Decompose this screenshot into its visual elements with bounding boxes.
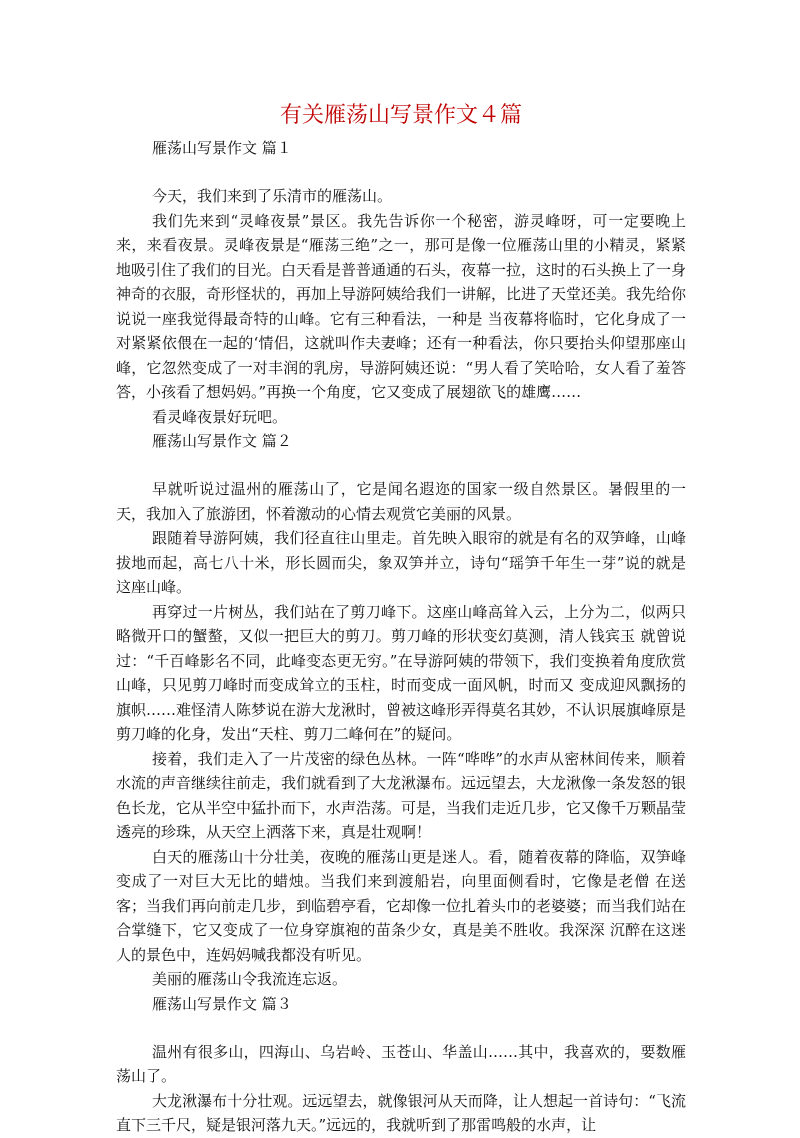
section-heading: 雁荡山写景作文 篇３ (152, 994, 292, 1013)
paragraph: 跟随着导游阿姨，我们径直往山里走。首先映入眼帘的就是有名的双笋峰，山峰拔地而起，高七八十米，形长圆而尖，象双笋并立，诗句“瑶笋千年生一芽”说的就是这座山峰。 (116, 529, 686, 596)
section-heading: 雁荡山写景作文 篇２ (152, 432, 292, 450)
section-heading: 雁荡山写景作文 篇１ (152, 139, 292, 157)
section-1 (116, 136, 686, 429)
paragraph: 今天，我们来到了乐清市的雁荡山。 (152, 187, 393, 205)
paragraph: 再穿过一片树丛，我们站在了剪刀峰下。这座山峰高耸入云，上分为二，似两只略微开口的蟹螯，又似一把巨大的剪刀。剪刀峰的形状变幻莫测，清人钱宾玉 就曾说过：“千百峰影名不同，此峰变态更无穷。”在导游阿姨的带领下，我们变换着角度欣赏山峰，只见剪刀峰时而变成耸立的玉柱，时而变成一面风帆，时而又 变成迎风飘扬的旗帜……难怪清人陈梦说在游大龙湫时，曾被这峰形弄得莫名其妙，不认识展旗峰原是剪刀峰的化身，发出“天柱、剪刀二峰何在”的疑问。 (116, 602, 687, 743)
paragraph: 我们先来到“灵峰夜景”景区。我先告诉你一个秘密，游灵峰呀，可一定要晚上来，来看夜景。灵峰夜景是“雁荡三绝”之一，那可是像一位雁荡山里的小精灵，紧紧地吸引住了我们的目光。白天看是普普通通的石头，夜幕一拉，这时的石头换上了一身神奇的衣服，奇形怪状的，再加上导游阿姨给我们一讲解，比进了天堂还美。我先给你说说一座我觉得最奇特的山峰。它有三种看法，一种是 当夜幕将临时，它化身成了一对紧紧依偎在一起的‘情侣，这就叫作夫妻峰；还有一种看法，你只要抬头仰望那座山峰，它忽然变成了一对丰润的乳房，导游阿姨还说：“男人看了笑哈哈，女人看了羞答答，小孩看了想妈妈。”再换一个角度，它又变成了展翅欲飞的雄鹰…… (116, 211, 687, 401)
paragraph: 看灵峰夜景好玩吧。 (152, 407, 288, 426)
paragraph: 白天的雁荡山十分壮美，夜晚的雁荡山更是迷人。看，随着夜幕的降临，双笋峰变成了一对巨大无比的蜡烛。当我们来到渡船岩，向里面侧看时，它像是老僧 在送客；当我们再向前走几步，到临碧亭看，它却像一位扎着头巾的老婆婆；而当我们站在合掌缝下，它又变成了一位身穿旗袍的苗条少女，真是美不胜收。我深深 沉醉在这迷人的景色中，连妈妈喊我都没有听见。 (116, 847, 687, 964)
document-page (116, 100, 686, 1138)
paragraph: 温州有很多山，四海山、乌岩岭、玉苍山、华盖山……其中，我喜欢的，要数雁荡山了。 (116, 1042, 686, 1085)
paragraph: 接着，我们走入了一片茂密的绿色丛林。一阵“哗哗”的水声从密林间传来，顺着水流的声音继续往前走，我们就看到了大龙湫瀑布。远远望去，大龙湫像一条发怒的银色长龙，它从半空中猛扑而下，水声浩荡。可是，当我们走近几步，它又像千万颗晶莹透亮的珍珠，从天空上洒落下来，真是壮观啊！ (116, 749, 687, 841)
paragraph: 大龙湫瀑布十分壮观。远远望去，就像银河从天而降，让人想起一首诗句：“飞流直下三千尺，疑是银河落九天。”远远的，我就听到了那雷鸣般的水声，让 (116, 1091, 686, 1134)
document-title: 有关雁荡山写景作文４篇 (279, 103, 522, 128)
paragraph: 美丽的雁荡山令我流连忘返。 (152, 970, 348, 988)
section-2 (116, 429, 686, 992)
section-3 (116, 992, 686, 1138)
paragraph: 早就听说过温州的雁荡山了，它是闻名遐迩的国家一级自然景区。暑假里的一天，我加入了旅游团，怀着激动的心情去观赏它美丽的风景。 (116, 480, 686, 523)
